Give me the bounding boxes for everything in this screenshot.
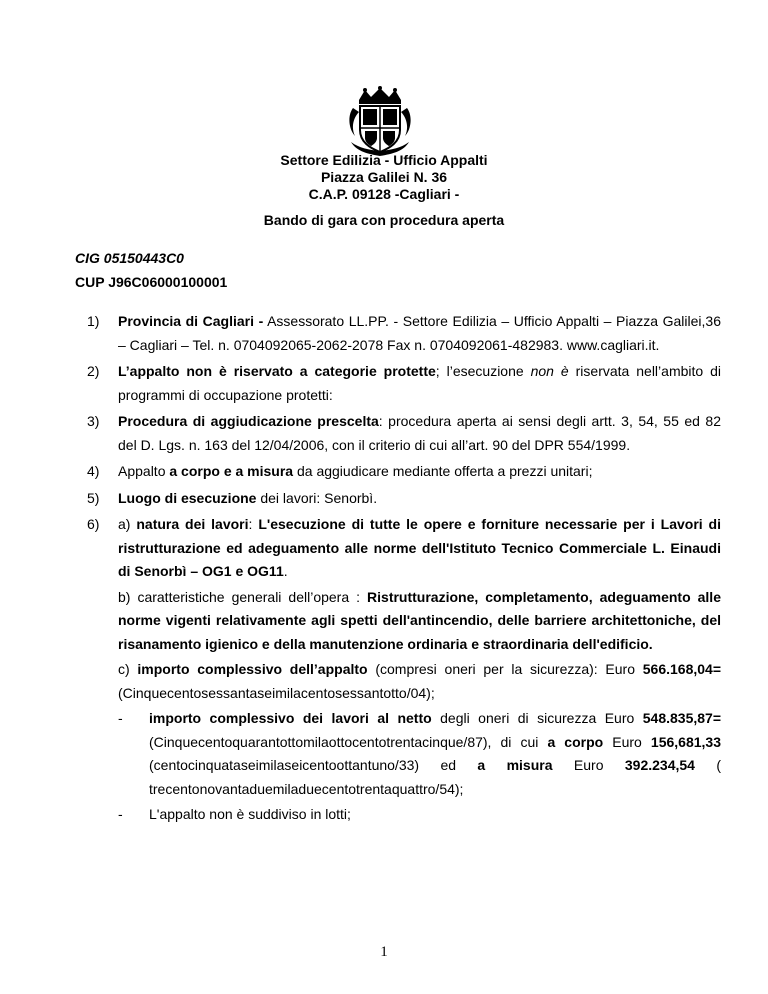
item-number: 2) bbox=[87, 363, 100, 379]
cig-code: CIG 05150443C0 bbox=[75, 250, 184, 266]
authority-details: Assessorato LL.PP. - Settore Edilizia – Ufficio Appalti – Piazza Galilei,36 – Cagliari – Tel. n. 0704092065-2062-2078 Fax n. 0704092061-482983. www.cagliari.it. bbox=[118, 313, 721, 353]
total-amount: 566.168,04= bbox=[642, 661, 721, 677]
works-description: L'esecuzione di tutte le opere e forniture necessarie per i Lavori di ristrutturazione ed adeguamento alle norme dell'Istituto Tecnico Commerciale L. Einaudi di Senorbì – OG1 e OG11 bbox=[118, 516, 722, 579]
contract-type: a corpo e a misura bbox=[169, 463, 294, 479]
subitem-c: c) importo complessivo dell’appalto (compresi oneri per la sicurezza): Euro 566.168,04= (Cinquecentosessantaseimilacentosessantotto/04); bbox=[118, 661, 721, 701]
list-item-3: 3) Procedura di aggiudicazione prescelta: procedura aperta ai sensi degli artt. 3, 54, 55 ed 82 del D. Lgs. n. 163 del 12/04/2006, con il criterio di cui all’art. 90 del DPR 554/1999. bbox=[87, 410, 721, 457]
measure-amount: 392.234,54 bbox=[624, 757, 695, 773]
office-name: Settore Edilizia - Ufficio Appalti bbox=[280, 152, 488, 168]
subitem-b: b) caratteristiche generali dell’opera : Ristrutturazione, completamento, adeguamento alle norme vigenti relativamente agli spetti dell'antincendio, delle barriere architettoniche, del risanamento igienico e della manutenzione ordinaria e straordinaria dell'edificio. bbox=[118, 588, 721, 652]
contracting-authority: Provincia di Cagliari - bbox=[118, 313, 264, 329]
province-coat-of-arms-emblem bbox=[347, 86, 413, 158]
list-item-5: 5) Luogo di esecuzione dei lavori: Senorbì. bbox=[87, 487, 721, 511]
item-number: 4) bbox=[87, 463, 100, 479]
reservation-heading: L’appalto non è riservato a categorie protette bbox=[118, 363, 436, 379]
emphasis-text: non è bbox=[530, 363, 569, 379]
procedure-heading: Procedura di aggiudicazione prescelta bbox=[118, 413, 379, 429]
office-address: Piazza Galilei N. 36 bbox=[320, 169, 448, 185]
works-characteristics: Ristrutturazione, completamento, adeguamento alle norme vigenti relativamente agli spetti dell'antincendio, delle barriere architettoniche, del risanamento igienico e della manutenzione ordinaria e straordinaria dell'edificio. bbox=[118, 588, 721, 652]
location-heading: Luogo di esecuzione bbox=[118, 489, 257, 506]
list-item-2: 2) L’appalto non è riservato a categorie protette; l’esecuzione non è riservata nell’ambito di programmi di occupazione protetti: bbox=[87, 360, 721, 407]
lump-sum-amount: 156,681,33 bbox=[650, 733, 721, 750]
cup-code: CUP J96C06000100001 bbox=[75, 274, 228, 290]
document-title: Bando di gara con procedura aperta bbox=[263, 212, 505, 228]
item-number: 1) bbox=[87, 313, 100, 329]
list-item-1 bbox=[87, 310, 721, 357]
dash-item-net-amount: - importo complessivo dei lavori al netto degli oneri di sicurezza Euro 548.835,87= (Cinquecentoquarantottomilaottocentotrentacinque/87), di cui a corpo Euro 156,681,33 (centocinquataseimilaseicentoottantuno/33) ed a misura Euro 392.234,54 ( trecentonovantaduemiladuecentotrentaquattro/54); bbox=[118, 710, 722, 797]
list-item-4: 4) Appalto a corpo e a misura da aggiudicare mediante offerta a prezzi unitari; bbox=[87, 460, 721, 484]
page-number: 1 bbox=[380, 944, 388, 960]
net-amount: 548.835,87= bbox=[642, 710, 721, 726]
list-item-6 bbox=[87, 513, 721, 827]
item-number: 6) bbox=[87, 516, 100, 532]
item-number: 3) bbox=[87, 413, 100, 429]
dash-item-lots: - L'appalto non è suddiviso in lotti; bbox=[118, 806, 351, 822]
item-number: 5) bbox=[87, 489, 100, 506]
subitem-a: a) natura dei lavori: L'esecuzione di tutte le opere e forniture necessarie per i Lavori di ristrutturazione ed adeguamento alle norme dell'Istituto Tecnico Commerciale L. Einaudi di Senorbì – OG1 e OG11. bbox=[118, 516, 722, 579]
office-postcode-city: C.A.P. 09128 -Cagliari - bbox=[308, 186, 460, 202]
numbered-list bbox=[87, 310, 721, 830]
